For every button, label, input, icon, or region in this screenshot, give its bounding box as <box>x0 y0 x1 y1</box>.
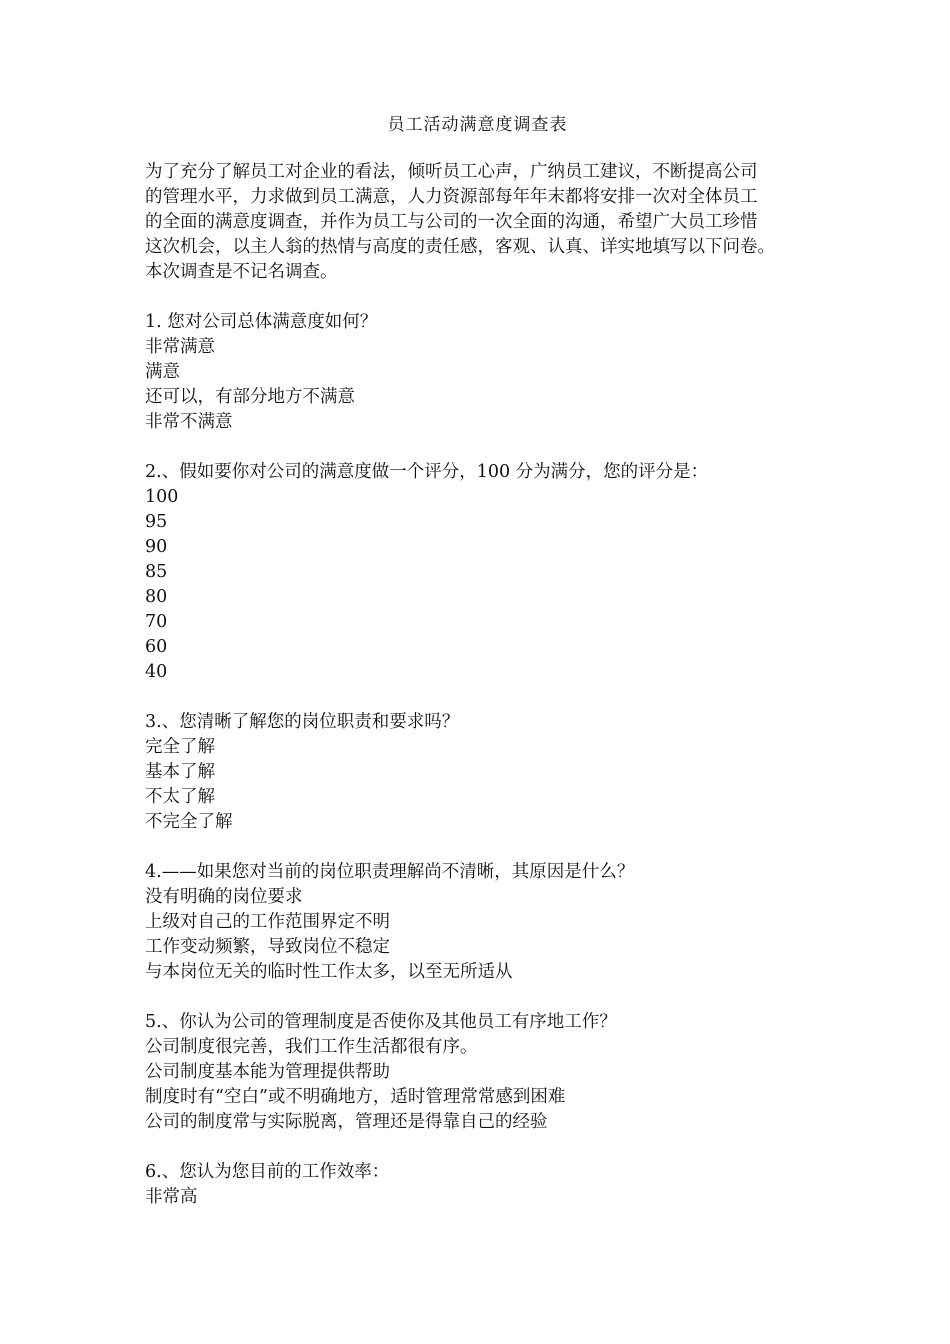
answer-option: 非常高 <box>145 1187 198 1207</box>
intro-line: 的管理水平，力求做到员工满意，人力资源部每年年末都将安排一次对全体员工 <box>145 187 758 207</box>
question-1 <box>145 310 810 435</box>
question-text: 2.、假如要你对公司的满意度做一个评分，100 分为满分，您的评分是： <box>145 462 709 482</box>
answer-option: 基本了解 <box>145 762 215 782</box>
answer-option: 100 <box>145 487 179 507</box>
answer-option: 不完全了解 <box>145 812 233 832</box>
question-5 <box>145 1010 810 1135</box>
answer-option: 公司制度很完善，我们工作生活都很有序。 <box>145 1037 478 1057</box>
question-text: 4.——如果您对当前的岗位职责理解尚不清晰，其原因是什么？ <box>145 862 635 882</box>
answer-option: 工作变动频繁，导致岗位不稳定 <box>145 937 390 957</box>
answer-option: 非常不满意 <box>145 412 233 432</box>
question-text: 3.、您清晰了解您的岗位职责和要求吗？ <box>145 712 460 732</box>
question-2 <box>145 460 810 685</box>
question-text: 5.、你认为公司的管理制度是否使你及其他员工有序地工作？ <box>145 1012 617 1032</box>
answer-option: 制度时有“空白”或不明确地方，适时管理常常感到困难 <box>145 1087 566 1107</box>
answer-option: 非常满意 <box>145 337 215 357</box>
question-6 <box>145 1160 810 1210</box>
answer-option: 完全了解 <box>145 737 215 757</box>
document-page <box>145 113 810 1210</box>
answer-option: 70 <box>145 612 168 632</box>
question-text: 6.、您认为您目前的工作效率： <box>145 1162 390 1182</box>
intro-line: 本次调查是不记名调查。 <box>145 262 338 282</box>
answer-option: 与本岗位无关的临时性工作太多，以至无所适从 <box>145 962 513 982</box>
answer-option: 90 <box>145 537 168 557</box>
answer-option: 还可以，有部分地方不满意 <box>145 387 355 407</box>
answer-option: 80 <box>145 587 168 607</box>
answer-option: 公司制度基本能为管理提供帮助 <box>145 1062 390 1082</box>
document-title: 员工活动满意度调查表 <box>387 115 568 135</box>
intro-line: 的全面的满意度调查，并作为员工与公司的一次全面的沟通，希望广大员工珍惜 <box>145 212 758 232</box>
answer-option: 没有明确的岗位要求 <box>145 887 303 907</box>
answer-option: 85 <box>145 562 168 582</box>
answer-option: 满意 <box>145 362 180 382</box>
question-4 <box>145 860 810 985</box>
question-3 <box>145 710 810 835</box>
question-text: 1. 您对公司总体满意度如何？ <box>145 312 378 332</box>
answer-option: 上级对自己的工作范围界定不明 <box>145 912 390 932</box>
answer-option: 95 <box>145 512 168 532</box>
answer-option: 公司的制度常与实际脱离，管理还是得靠自己的经验 <box>145 1112 548 1132</box>
intro-line: 为了充分了解员工对企业的看法，倾听员工心声，广纳员工建议，不断提高公司 <box>145 162 758 182</box>
answer-option: 60 <box>145 637 168 657</box>
intro-paragraph <box>145 160 810 285</box>
intro-line: 这次机会，以主人翁的热情与高度的责任感，客观、认真、详实地填写以下问卷。 <box>145 237 775 257</box>
answer-option: 不太了解 <box>145 787 215 807</box>
answer-option: 40 <box>145 662 168 682</box>
